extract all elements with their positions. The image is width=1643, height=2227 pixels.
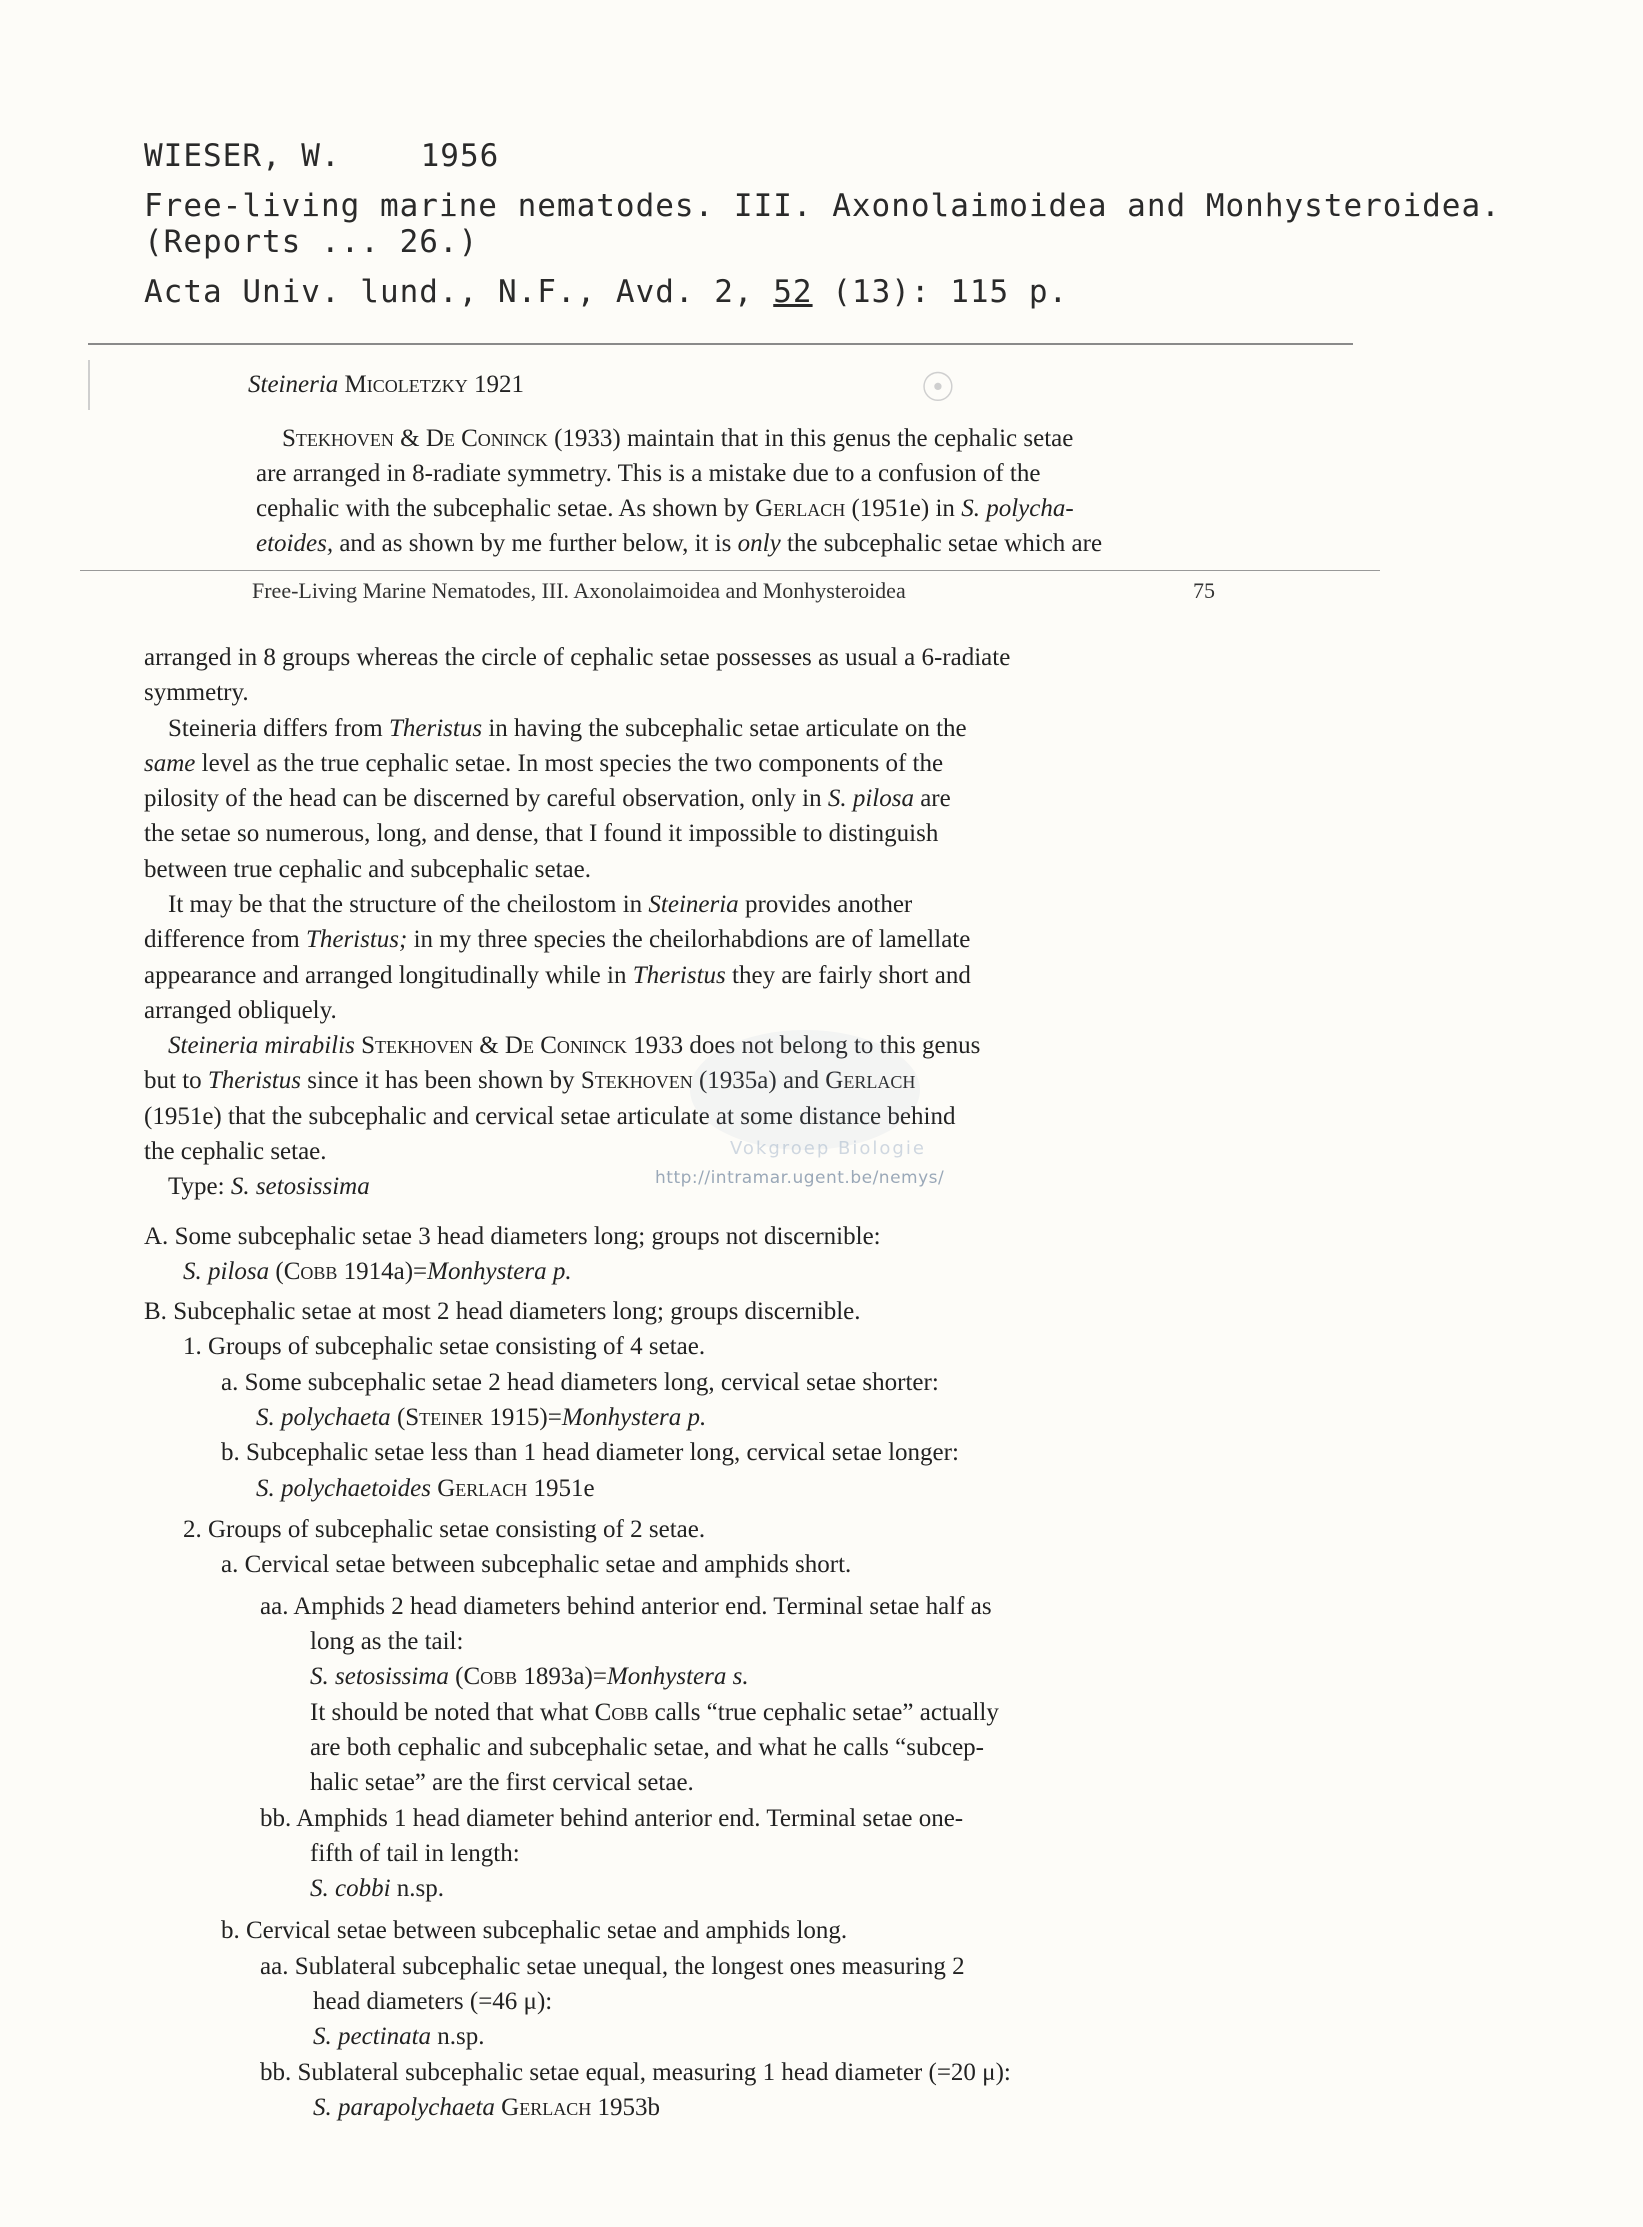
body-line: between true cephalic and subcephalic setae. <box>144 856 591 883</box>
key-B2a-aa-cont: long as the tail: <box>310 1628 464 1655</box>
citation-line <box>144 274 1068 310</box>
note-line: are both cephalic and subcephalic setae, and what he calls “subcep- <box>310 1734 984 1761</box>
key-B2a: a. Cervical setae between subcephalic setae and amphids short. <box>221 1551 852 1578</box>
genus-name: Steineria <box>248 371 339 398</box>
watermark-org: Vokgroep Biologie <box>730 1138 926 1159</box>
key-B1a-species: S. polychaeta (Steiner 1915)=Monhystera p. <box>256 1404 707 1431</box>
body-line: symmetry. <box>144 679 249 706</box>
key-A-species: S. pilosa (Cobb 1914a)=Monhystera p. <box>183 1258 572 1285</box>
key-B1b-species: S. polychaetoides Gerlach 1951e <box>256 1475 595 1502</box>
key-B2a-bb-cont: fifth of tail in length: <box>310 1840 520 1867</box>
key-B2b: b. Cervical setae between subcephalic setae and amphids long. <box>221 1917 848 1944</box>
note-line: It should be noted that what Cobb calls “true cephalic setae” actually <box>310 1699 999 1726</box>
header-divider <box>88 343 1353 345</box>
body-line: difference from Theristus; in my three species the cheilorhabdions are of lamellate <box>144 926 971 953</box>
key-B2a-bb: bb. Amphids 1 head diameter behind anterior end. Terminal setae one- <box>260 1805 964 1832</box>
key-B1b: b. Subcephalic setae less than 1 head diameter long, cervical setae longer: <box>221 1439 959 1466</box>
genus-author: Micoletzky 1921 <box>344 371 524 398</box>
key-B: B. Subcephalic setae at most 2 head diameters long; groups discernible. <box>144 1298 861 1325</box>
key-B2b-bb: bb. Sublateral subcephalic setae equal, measuring 1 head diameter (=20 μ): <box>260 2059 1011 2086</box>
body-line: Steineria differs from Theristus in having the subcephalic setae articulate on the <box>168 715 967 742</box>
page-number: 75 <box>1193 578 1215 603</box>
citation-prefix: Acta Univ. lund., N.F., Avd. 2, <box>144 274 754 310</box>
watermark-url: http://intramar.ugent.be/nemys/ <box>655 1168 945 1188</box>
author-line <box>144 138 499 174</box>
key-B2b-aa: aa. Sublateral subcephalic setae unequal, the longest ones measuring 2 <box>260 1953 965 1980</box>
clipping-divider <box>80 570 1380 571</box>
author: WIESER, W. <box>144 138 341 174</box>
body-line: the cephalic setae. <box>144 1138 327 1165</box>
citation-volume: 52 <box>773 274 813 310</box>
genus-heading <box>248 367 524 402</box>
body-line: appearance and arranged longitudinally while in Theristus they are fairly short and <box>144 962 971 989</box>
body-line: arranged in 8 groups whereas the circle of cephalic setae possesses as usual a 6-radiate <box>144 644 1011 671</box>
body-line: Steineria mirabilis Stekhoven & De Coninck 1933 does not belong to this genus <box>168 1032 981 1059</box>
clip-line-2: are arranged in 8-radiate symmetry. This is a mistake due to a confusion of the <box>256 460 1041 487</box>
body-line: but to Theristus since it has been shown by Stekhoven (1935a) and Gerlach <box>144 1067 916 1094</box>
body-line: pilosity of the head can be discerned by careful observation, only in S. pilosa are <box>144 785 951 812</box>
citation-suffix: (13): 115 p. <box>832 274 1069 310</box>
running-title: Free-Living Marine Nematodes, III. Axonolaimoidea and Monhysteroidea <box>252 578 906 603</box>
pencil-mark: ☉ <box>920 365 956 411</box>
key-B2: 2. Groups of subcephalic setae consisting of 2 setae. <box>183 1516 706 1543</box>
note-line: halic setae” are the first cervical setae. <box>310 1769 694 1796</box>
body-line: same level as the true cephalic setae. In most species the two components of the <box>144 750 944 777</box>
body-line: the setae so numerous, long, and dense, that I found it impossible to distinguish <box>144 820 939 847</box>
key-B2a-bb-species: S. cobbi n.sp. <box>310 1875 445 1902</box>
year: 1956 <box>420 138 500 174</box>
key-A: A. Some subcephalic setae 3 head diameters long; groups not discernible: <box>144 1223 881 1250</box>
series-line: (Reports ... 26.) <box>144 224 479 260</box>
clip-line-3: cephalic with the subcephalic setae. As shown by Gerlach (1951e) in S. polycha- <box>256 495 1074 522</box>
key-B2b-aa-cont: head diameters (=46 μ): <box>313 1988 553 2015</box>
body-line: arranged obliquely. <box>144 997 337 1024</box>
key-B2a-aa-species: S. setosissima (Cobb 1893a)=Monhystera s. <box>310 1663 749 1690</box>
clip-line-4: etoides, and as shown by me further below, it is only the subcephalic setae which are <box>256 530 1103 557</box>
title-line: Free-living marine nematodes. III. Axonolaimoidea and Monhysteroidea. <box>144 188 1501 224</box>
type-species-line: Type: S. setosissima <box>168 1173 370 1200</box>
clip-line-1: Stekhoven & De Coninck (1933) maintain that in this genus the cephalic setae <box>282 425 1074 452</box>
watermark-logo <box>690 1030 920 1150</box>
key-B2b-aa-species: S. pectinata n.sp. <box>313 2023 485 2050</box>
body-line: (1951e) that the subcephalic and cervical setae articulate at some distance behind <box>144 1103 956 1130</box>
key-B1a: a. Some subcephalic setae 2 head diameters long, cervical setae shorter: <box>221 1369 939 1396</box>
margin-mark <box>88 360 90 410</box>
key-B2a-aa: aa. Amphids 2 head diameters behind anterior end. Terminal setae half as <box>260 1593 992 1620</box>
key-B2b-bb-species: S. parapolychaeta Gerlach 1953b <box>313 2094 660 2121</box>
body-line: It may be that the structure of the cheilostom in Steineria provides another <box>168 891 913 918</box>
key-B1: 1. Groups of subcephalic setae consisting of 4 setae. <box>183 1333 706 1360</box>
